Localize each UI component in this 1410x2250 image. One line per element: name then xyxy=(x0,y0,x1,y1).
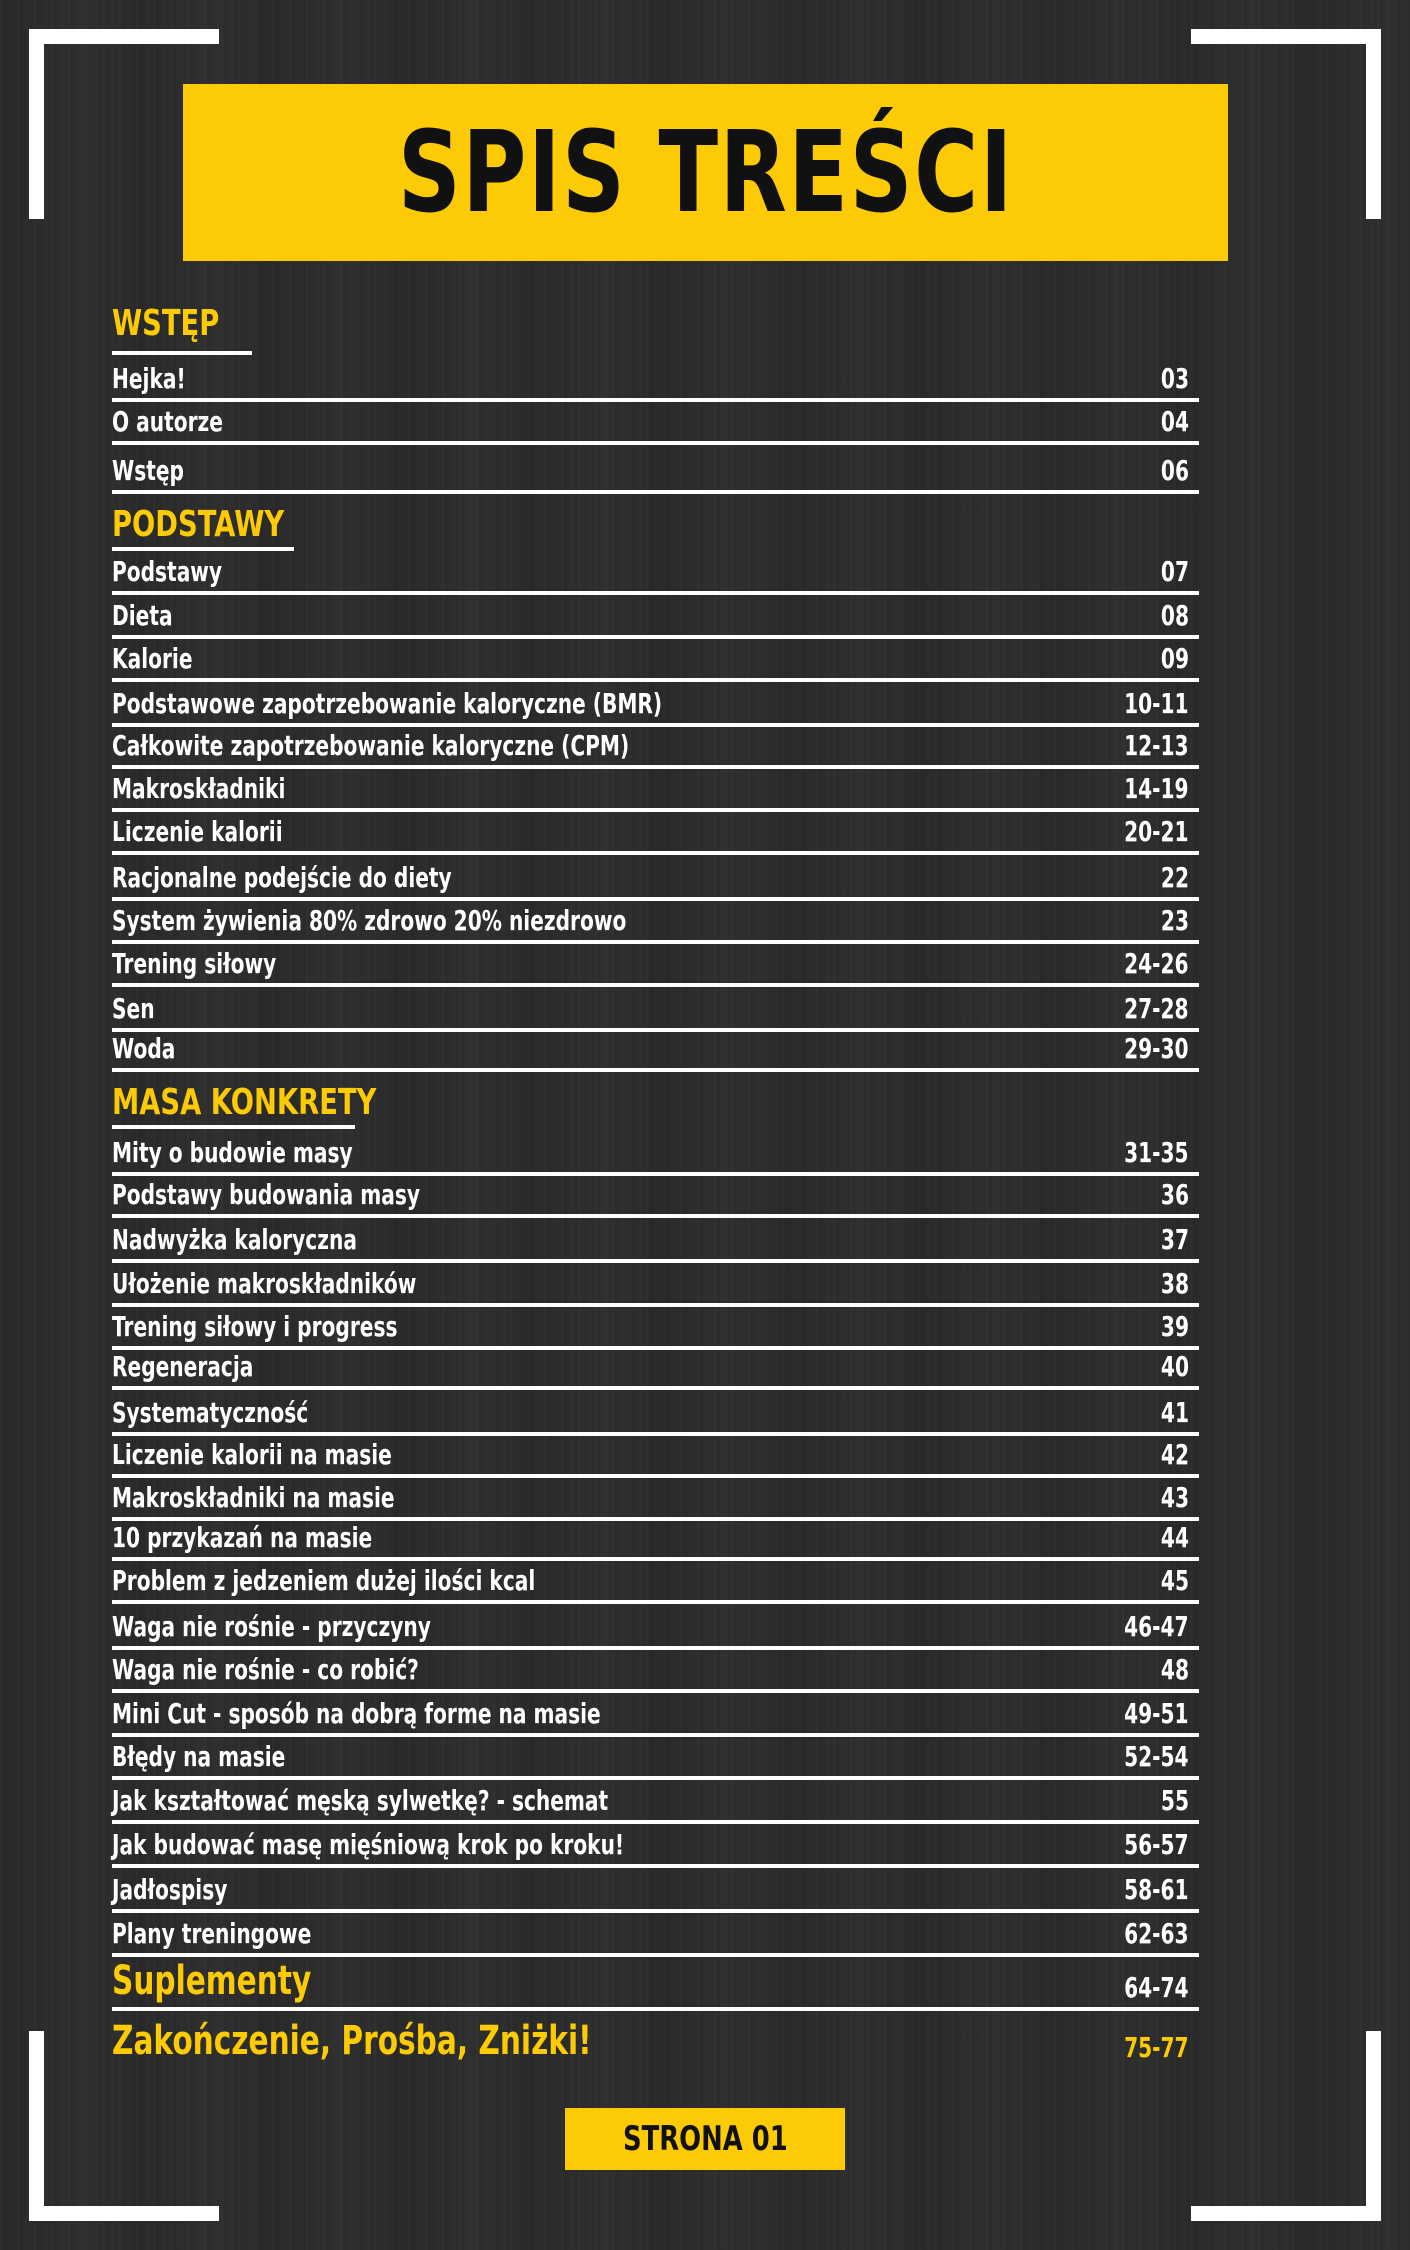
toc-entry[interactable] xyxy=(112,1741,1199,1775)
toc-entry[interactable] xyxy=(112,905,1199,939)
section-heading-podstawy: PODSTAWY xyxy=(112,504,285,545)
toc-entry-page: 43 xyxy=(1160,1481,1189,1514)
toc-entry-page: 03 xyxy=(1160,362,1189,395)
toc-entry[interactable] xyxy=(112,1698,1199,1732)
section-underline xyxy=(112,351,252,355)
row-divider xyxy=(112,808,1199,812)
page-number-label: STRONA 01 xyxy=(622,2119,788,2159)
toc-entry-page: 49-51 xyxy=(1124,1697,1189,1730)
toc-entry[interactable] xyxy=(112,730,1199,764)
toc-entry-page: 55 xyxy=(1160,1784,1189,1817)
toc-entry-label: O autorze xyxy=(112,405,223,438)
row-divider xyxy=(112,398,1199,402)
row-divider xyxy=(112,1733,1199,1737)
page-title: SPIS TREŚCI xyxy=(397,107,1014,238)
toc-entry-label: Jadłospisy xyxy=(112,1873,228,1906)
row-divider xyxy=(112,1172,1199,1176)
toc-entry-page: 23 xyxy=(1160,904,1189,937)
toc-entry[interactable] xyxy=(112,862,1199,896)
toc-entry[interactable] xyxy=(112,1439,1199,1473)
toc-entry[interactable] xyxy=(112,1522,1199,1556)
toc-entry-page: 10-11 xyxy=(1124,687,1189,720)
toc-entry-label: Waga nie rośnie - co robić? xyxy=(112,1653,419,1686)
toc-entry-label: Hejka! xyxy=(112,362,186,395)
toc-entry[interactable] xyxy=(112,816,1199,850)
row-divider xyxy=(112,1214,1199,1218)
toc-entry-page: 40 xyxy=(1160,1350,1189,1383)
toc-entry-page: 44 xyxy=(1160,1521,1189,1554)
toc-entry[interactable] xyxy=(112,1565,1199,1599)
toc-entry[interactable] xyxy=(112,406,1199,440)
section-underline xyxy=(112,547,294,551)
row-divider xyxy=(112,1776,1199,1780)
toc-entry[interactable] xyxy=(112,688,1199,722)
section-heading-wstep: WSTĘP xyxy=(112,303,220,344)
toc-entry-zakonczenie[interactable] xyxy=(112,2018,1199,2066)
row-divider xyxy=(112,940,1199,944)
toc-entry-label: Ułożenie makroskładników xyxy=(112,1267,417,1300)
toc-entry-label: Jak kształtować męską sylwetkę? - schemat xyxy=(112,1784,609,1817)
toc-entry-label: Podstawy xyxy=(112,555,223,588)
toc-entry-label: Waga nie rośnie - przyczyny xyxy=(112,1610,431,1643)
toc-entry-page: 31-35 xyxy=(1124,1136,1189,1169)
toc-entry-label: Mini Cut - sposób na dobrą forme na masie xyxy=(112,1697,601,1730)
toc-entry-page: 08 xyxy=(1160,599,1189,632)
toc-entry-page: 42 xyxy=(1160,1438,1189,1471)
toc-entry-page: 45 xyxy=(1160,1564,1189,1597)
toc-entry-label: Makroskładniki na masie xyxy=(112,1481,395,1514)
toc-entry-page: 12-13 xyxy=(1124,729,1189,762)
toc-entry-page: 20-21 xyxy=(1124,815,1189,848)
row-divider xyxy=(112,1346,1199,1350)
toc-entry-label: Trening siłowy xyxy=(112,947,277,980)
toc-entry[interactable] xyxy=(112,1611,1199,1645)
toc-entry-label: Całkowite zapotrzebowanie kaloryczne (CPM) xyxy=(112,729,630,762)
toc-entry-label: Zakończenie, Prośba, Zniżki! xyxy=(112,2018,592,2064)
toc-entry-label: Suplementy xyxy=(112,1958,312,2004)
toc-entry-page: 48 xyxy=(1160,1653,1189,1686)
row-divider xyxy=(112,1386,1199,1390)
toc-entry-label: Kalorie xyxy=(112,642,193,675)
row-divider xyxy=(112,1864,1199,1868)
row-divider xyxy=(112,1689,1199,1693)
toc-entry-label: Wstęp xyxy=(112,454,184,487)
toc-entry[interactable] xyxy=(112,643,1199,677)
toc-entry-page: 22 xyxy=(1160,861,1189,894)
row-divider xyxy=(112,1557,1199,1561)
toc-entry[interactable] xyxy=(112,1785,1199,1819)
toc-entry-page: 27-28 xyxy=(1124,992,1189,1025)
row-divider xyxy=(112,490,1199,494)
row-divider xyxy=(112,1028,1199,1032)
toc-entry-page: 36 xyxy=(1160,1178,1189,1211)
row-divider xyxy=(112,1432,1199,1436)
toc-entry-label: 10 przykazań na masie xyxy=(112,1521,373,1554)
toc-entry-page: 64-74 xyxy=(1124,1971,1189,2004)
toc-entry-label: Problem z jedzeniem dużej ilości kcal xyxy=(112,1564,536,1597)
toc-entry[interactable] xyxy=(112,1874,1199,1908)
row-divider xyxy=(112,897,1199,901)
toc-entry[interactable] xyxy=(112,993,1199,1027)
toc-entry-label: Makroskładniki xyxy=(112,772,286,805)
toc-entry[interactable] xyxy=(112,948,1199,982)
toc-entry-label: Błędy na masie xyxy=(112,1740,286,1773)
section-heading-masa-konkrety: MASA KONKRETY xyxy=(112,1082,377,1123)
toc-entry[interactable] xyxy=(112,1654,1199,1688)
toc-entry-page: 06 xyxy=(1160,454,1189,487)
toc-entry-label: Liczenie kalorii xyxy=(112,815,283,848)
toc-entry[interactable] xyxy=(112,1311,1199,1345)
row-divider xyxy=(112,678,1199,682)
toc-entry-label: Racjonalne podejście do diety xyxy=(112,861,452,894)
title-banner xyxy=(183,84,1228,261)
toc-entry-page: 09 xyxy=(1160,642,1189,675)
page-number-badge xyxy=(565,2108,845,2170)
row-divider xyxy=(112,591,1199,595)
toc-entry-page: 62-63 xyxy=(1124,1917,1189,1950)
toc-entry-page: 56-57 xyxy=(1124,1828,1189,1861)
toc-entry-label: Podstawy budowania masy xyxy=(112,1178,421,1211)
toc-entry[interactable] xyxy=(112,1179,1199,1213)
toc-entry-label: Dieta xyxy=(112,599,173,632)
toc-entry-label: Regeneracja xyxy=(112,1350,254,1383)
toc-entry-page: 24-26 xyxy=(1124,947,1189,980)
row-divider xyxy=(112,1820,1199,1824)
toc-entry-page: 38 xyxy=(1160,1267,1189,1300)
row-divider xyxy=(112,1600,1199,1604)
toc-entry-label: Trening siłowy i progress xyxy=(112,1310,398,1343)
toc-entry-label: System żywienia 80% zdrowo 20% niezdrowo xyxy=(112,904,627,937)
toc-entry-page: 41 xyxy=(1160,1396,1189,1429)
toc-entry-label: Plany treningowe xyxy=(112,1917,312,1950)
row-divider xyxy=(112,983,1199,987)
toc-entry-label: Liczenie kalorii na masie xyxy=(112,1438,392,1471)
toc-entry[interactable] xyxy=(112,1829,1199,1863)
toc-entry-page: 37 xyxy=(1160,1223,1189,1256)
toc-entry[interactable] xyxy=(112,600,1199,634)
row-divider xyxy=(112,1259,1199,1263)
toc-entry-page: 52-54 xyxy=(1124,1740,1189,1773)
toc-entry[interactable] xyxy=(112,1918,1199,1952)
toc-entry[interactable] xyxy=(112,773,1199,807)
toc-entry[interactable] xyxy=(112,1397,1199,1431)
row-divider xyxy=(112,1303,1199,1307)
toc-entry-label: Mity o budowie masy xyxy=(112,1136,353,1169)
toc-entry[interactable] xyxy=(112,1033,1199,1067)
row-divider xyxy=(112,1068,1199,1072)
row-divider xyxy=(112,851,1199,855)
toc-entry-page: 39 xyxy=(1160,1310,1189,1343)
row-divider xyxy=(112,2007,1199,2011)
toc-entry[interactable] xyxy=(112,1137,1199,1171)
toc-entry[interactable] xyxy=(112,1482,1199,1516)
toc-entry-page: 04 xyxy=(1160,405,1189,438)
row-divider xyxy=(112,1909,1199,1913)
toc-entry-page: 14-19 xyxy=(1124,772,1189,805)
toc-entry[interactable] xyxy=(112,1351,1199,1385)
corner-bracket-bottom-right xyxy=(1191,2031,1381,2221)
section-underline xyxy=(112,1125,355,1129)
row-divider xyxy=(112,723,1199,727)
row-divider xyxy=(112,765,1199,769)
toc-entry[interactable] xyxy=(112,1268,1199,1302)
toc-entry-page: 58-61 xyxy=(1124,1873,1189,1906)
toc-entry-label: Jak budować masę mięśniową krok po kroku! xyxy=(112,1828,625,1861)
row-divider xyxy=(112,1953,1199,1957)
toc-entry-label: Podstawowe zapotrzebowanie kaloryczne (BMR) xyxy=(112,687,663,720)
toc-entry-page: 75-77 xyxy=(1124,2031,1189,2064)
toc-entry-label: Woda xyxy=(112,1032,176,1065)
toc-entry-page: 29-30 xyxy=(1124,1032,1189,1065)
toc-entry-label: Nadwyżka kaloryczna xyxy=(112,1223,357,1256)
row-divider xyxy=(112,1474,1199,1478)
toc-entry[interactable] xyxy=(112,363,1199,397)
toc-entry[interactable] xyxy=(112,455,1199,489)
toc-entry-label: Systematyczność xyxy=(112,1396,309,1429)
toc-entry-page: 07 xyxy=(1160,555,1189,588)
toc-entry[interactable] xyxy=(112,556,1199,590)
row-divider xyxy=(112,635,1199,639)
toc-entry-label: Sen xyxy=(112,992,155,1025)
row-divider xyxy=(112,441,1199,445)
toc-entry[interactable] xyxy=(112,1224,1199,1258)
row-divider xyxy=(112,1646,1199,1650)
toc-entry-suplementy[interactable] xyxy=(112,1960,1199,2006)
toc-entry-page: 46-47 xyxy=(1124,1610,1189,1643)
